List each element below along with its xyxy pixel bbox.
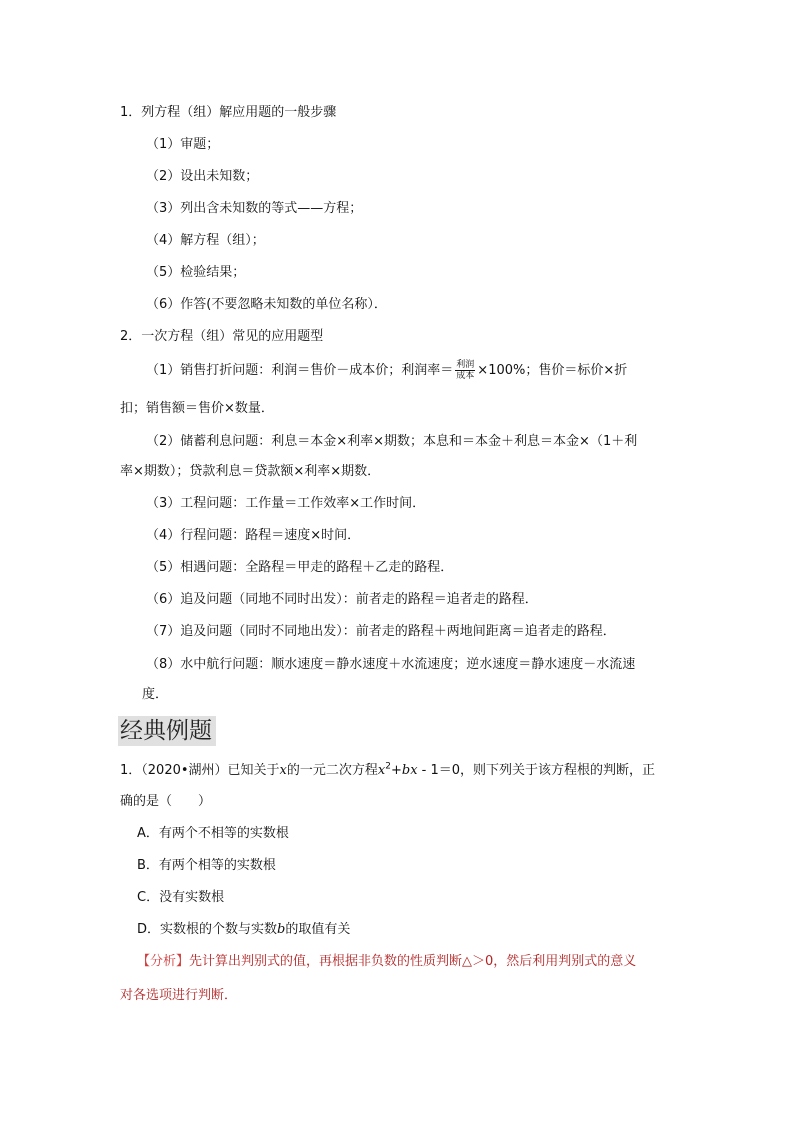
equation-x: x	[377, 763, 386, 778]
option-a: A．有两个不相等的实数根	[137, 826, 289, 841]
section2-title: 2．一次方程（组）常见的应用题型	[120, 329, 324, 344]
question1-mid: 的一元二次方程	[286, 763, 378, 778]
item6: （6）追及问题（同地不同时出发）：前者走的路程＝追者走的路程．	[146, 592, 538, 607]
variable-x: x	[279, 763, 287, 778]
item1-line1	[146, 360, 627, 381]
option-d-suffix: 的取值有关	[285, 922, 351, 937]
step-4: （4）解方程（组）；	[146, 233, 265, 248]
item1-text-b: ×100%；售价＝标价×折	[477, 363, 628, 378]
profit-rate-fraction	[455, 360, 475, 381]
step-3: （3）列出含未知数的等式——方程；	[146, 201, 363, 216]
example-heading: 经典例题	[120, 718, 212, 744]
item5: （5）相遇问题：全路程＝甲走的路程＋乙走的路程．	[146, 560, 454, 575]
question1-line2: 确的是（ ）	[120, 794, 212, 809]
item2-line1: （2）储蓄利息问题：利息＝本金×利率×期数；本息和＝本金＋利息＝本金×（1＋利	[146, 434, 638, 449]
item8-line2: 度．	[142, 687, 169, 702]
step-1: （1）审题；	[146, 137, 220, 152]
equation-b: b	[401, 763, 411, 778]
step-2: （2）设出未知数；	[146, 169, 259, 184]
step-6: （6）作答(不要忽略未知数的单位名称）．	[146, 297, 387, 312]
item7: （7）追及问题（同时不同地出发）：前者走的路程＋两地间距离＝追者走的路程．	[146, 624, 616, 639]
option-c: C．没有实数根	[137, 890, 225, 905]
item4: （4）行程问题：路程＝速度×时间．	[146, 528, 361, 543]
item2-line2: 率×期数）；贷款利息＝贷款额×利率×期数．	[120, 464, 381, 479]
section1-title: 1．列方程（组）解应用题的一般步骤	[120, 105, 337, 120]
option-b: B．有两个相等的实数根	[137, 858, 276, 873]
analysis-text: 先计算出判别式的值，再根据非负数的性质判断△＞0，然后利用判别式的意义	[189, 954, 637, 969]
analysis-tag: 【分析】	[137, 954, 190, 969]
option-d	[137, 921, 350, 939]
equation-plus: +	[390, 763, 402, 778]
fraction-denominator: 成本	[456, 371, 475, 381]
analysis-line1	[137, 953, 636, 971]
question1-line1	[120, 762, 655, 780]
analysis-line2: 对各选项进行判断．	[120, 988, 238, 1003]
option-d-variable-b: b	[277, 922, 286, 937]
equation-x2: x	[410, 763, 418, 778]
step-5: （5）检验结果；	[146, 265, 246, 280]
question1-rest: - 1＝0，则下列关于该方程根的判断，正	[417, 763, 656, 778]
item1-line2: 扣；销售额＝售价×数量．	[120, 401, 274, 416]
fraction-numerator: 利润	[456, 360, 475, 370]
item3: （3）工程问题：工作量＝工作效率×工作时间．	[146, 496, 426, 511]
option-d-prefix: D．实数根的个数与实数	[137, 922, 278, 937]
equation-exponent: 2	[385, 761, 391, 772]
item8-line1: （8）水中航行问题：顺水速度＝静水速度＋水流速度；逆水速度＝静水速度－水流速	[146, 657, 636, 672]
question1-prefix: 1．（2020•湖州）已知关于	[120, 763, 280, 778]
item1-text-a: （1）销售打折问题：利润＝售价－成本价；利润率＝	[146, 363, 454, 378]
